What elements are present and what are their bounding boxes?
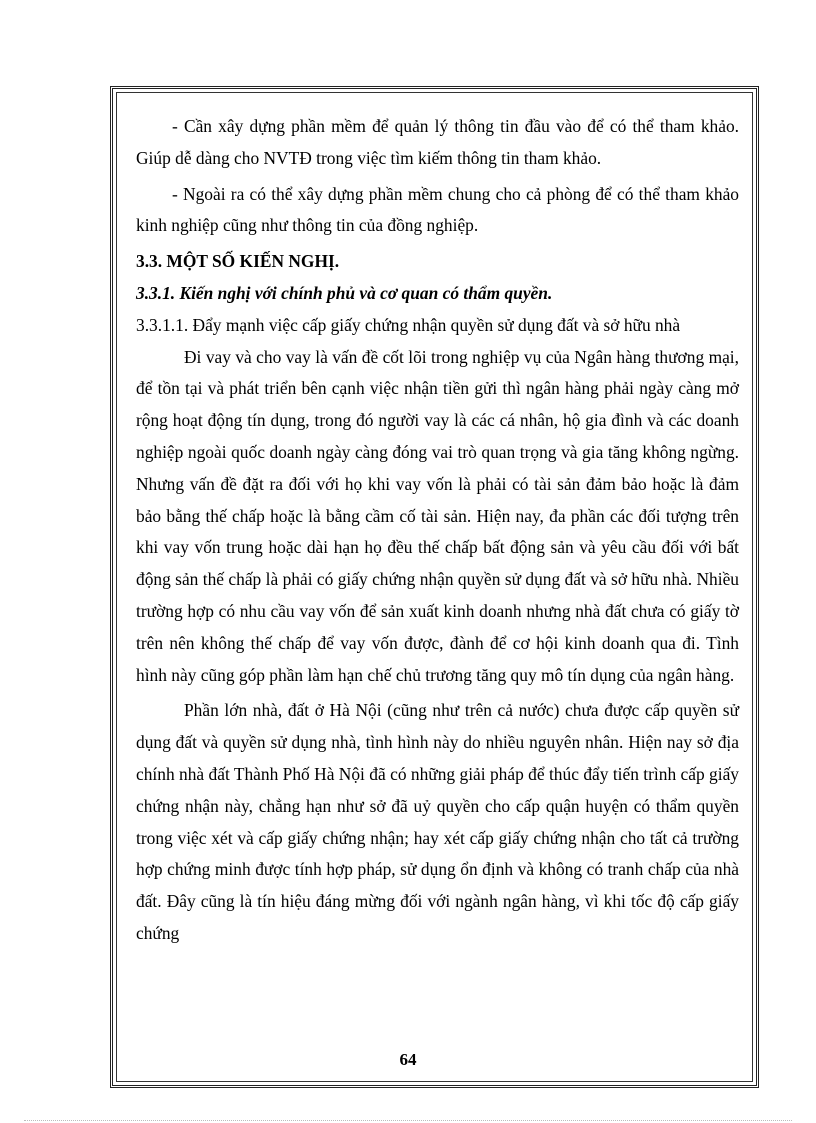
page-bottom-rule	[24, 1120, 792, 1121]
bullet-paragraph-software: - Cần xây dựng phần mềm để quản lý thông tin đầu vào để có thể tham khảo. Giúp dễ dàng cho NVTĐ trong việc tìm kiếm thông tin tham khảo.	[136, 116, 739, 168]
subsection-heading: 3.3.1. Kiến nghị với chính phủ và cơ quan có thẩm quyền.	[136, 282, 553, 303]
bullet-paragraph-shared-software: - Ngoài ra có thể xây dựng phần mềm chung cho cả phòng để có thể tham khảo kinh nghiệp cũng như thông tin của đồng nghiệp.	[136, 183, 739, 236]
document-body	[136, 111, 739, 950]
page-number: 64	[399, 1050, 417, 1069]
subsubsection-title: 3.3.1.1. Đẩy mạnh việc cấp giấy chứng nhận quyền sử dụng đất và sở hữu nhà	[136, 314, 681, 335]
body-paragraph-land-certificates: Phần lớn nhà, đất ở Hà Nội (cũng như trên cả nước) chưa được cấp quyền sử dụng đất và quyền sử dụng nhà, tình hình này do nhiều nguyên nhân. Hiện nay sở địa chính nhà đất Thành Phố Hà Nội đã có những giải pháp để thúc đẩy tiến trình cấp giấy chứng nhận này, chẳng hạn như sở đã uỷ quyền cho cấp quận huyện có thẩm quyền trong việc xét và cấp giấy chứng nhận; hay xét cấp giấy chứng nhận cho tất cả trường hợp chứng minh được tính hợp pháp, sử dụng ổn định và không có tranh chấp của nhà đất. Đây cũng là tín hiệu đáng mừng đối với ngành ngân hàng, vì khi tốc độ cấp giấy chứng	[136, 700, 739, 943]
section-heading: 3.3. MỘT SỐ KIẾN NGHỊ.	[136, 251, 340, 272]
body-paragraph-lending: Đi vay và cho vay là vấn đề cốt lõi trong nghiệp vụ của Ngân hàng thương mại, để tồn tại và phát triển bên cạnh việc nhận tiền gửi thì ngân hàng phải ngày càng mở rộng hoạt động tín dụng, trong đó người vay là các cá nhân, hộ gia đình và các doanh nghiệp ngoài quốc doanh ngày càng đóng vai trò quan trọng và gia tăng không ngừng. Nhưng vấn đề đặt ra đối với họ khi vay vốn là phải có tài sản đảm bảo hoặc là đảm bảo bằng thế chấp hoặc là bằng cầm cố tài sản. Hiện nay, đa phần các đối tượng trên khi vay vốn trung hoặc dài hạn họ đều thế chấp bất động sản và yêu cầu đối với bất động sản thế chấp là phải có giấy chứng nhận quyền sử dụng đất và sở hữu nhà. Nhiều trường hợp có nhu cầu vay vốn để sản xuất kinh doanh nhưng nhà đất chưa có giấy tờ trên nên không thế chấp để vay vốn được, đành để cơ hội kinh doanh qua đi. Tình hình này cũng góp phần làm hạn chế chủ trương tăng quy mô tín dụng của ngân hàng.	[136, 346, 739, 685]
